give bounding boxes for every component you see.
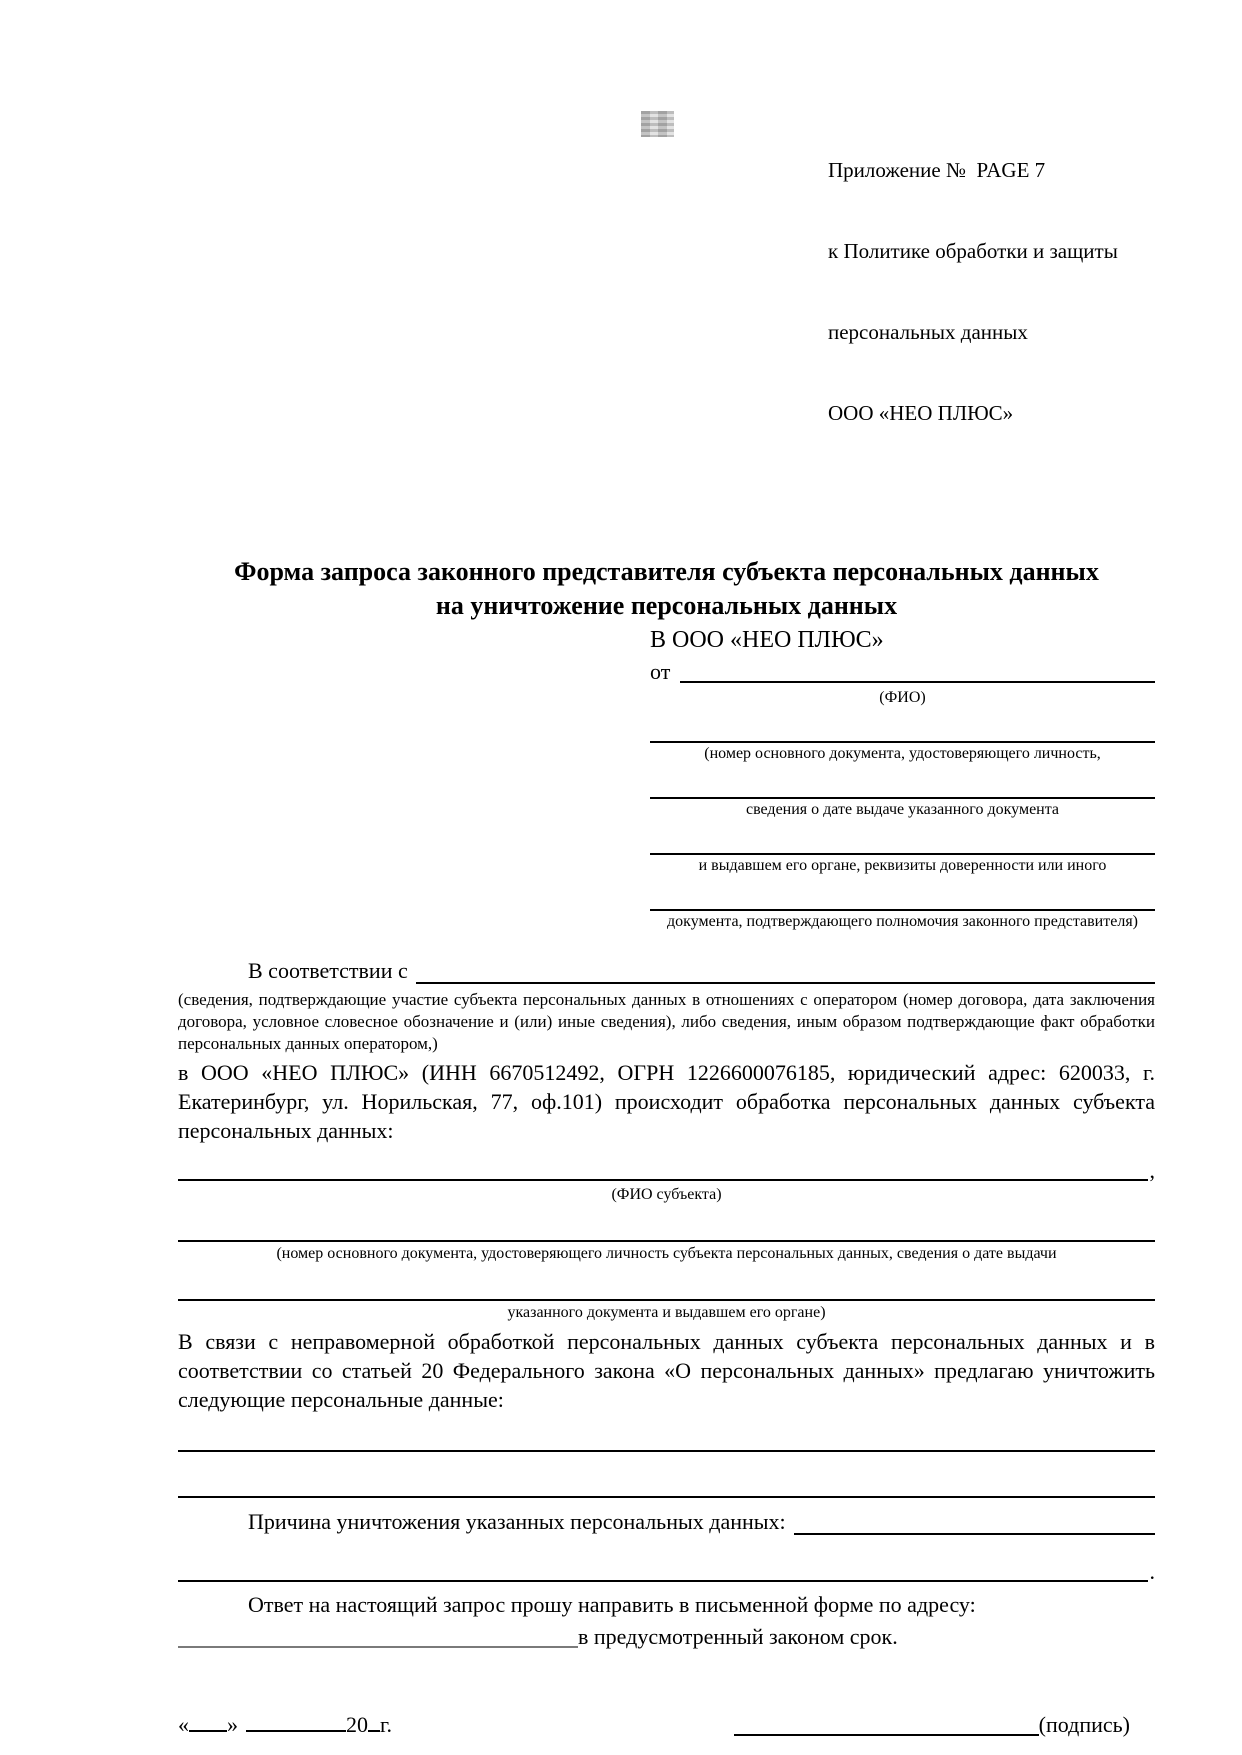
- signature-group: [734, 1710, 1130, 1740]
- subject-fio-caption: (ФИО субъекта): [611, 1186, 722, 1203]
- accordance-lead: В соответствии с: [248, 958, 408, 983]
- representative-doc-caption-4: документа, подтверждающего полномочия законного представителя): [667, 913, 1138, 930]
- form-title-line-1: Форма запроса законного представителя субъекта персональных данных: [234, 557, 1099, 586]
- signature-field-line[interactable]: [734, 1734, 1039, 1736]
- addressee-block: [650, 625, 1155, 933]
- date-month-field[interactable]: [246, 1710, 346, 1732]
- accordance-field-line[interactable]: [416, 955, 1155, 984]
- form-title: [178, 555, 1155, 623]
- footer-row: [178, 1710, 1155, 1740]
- data-to-destroy-field-line-1[interactable]: [178, 1450, 1155, 1452]
- date-day-field[interactable]: [189, 1710, 227, 1732]
- representative-doc-caption-3: и выдавшем его органе, реквизиты доверенности или иного: [698, 857, 1107, 874]
- accordance-row: [178, 955, 1155, 987]
- signature-caption: (подпись): [1038, 1712, 1130, 1737]
- accordance-note: (сведения, подтверждающие участие субъекта персональных данных в отношениях с оператором (номер договора, дата заключения договора, условное словесное обозначение и (или) иные сведения), либо сведения, иным образом подтверждающие факт обработки персональных данных оператором,): [178, 990, 1155, 1053]
- date-year-suffix: г.: [380, 1712, 393, 1737]
- representative-doc-caption-2: сведения о дате выдаче указанного документа: [745, 801, 1060, 818]
- appendix-number-line: Приложение № PAGE 7: [828, 158, 1046, 182]
- reason-lead: Причина уничтожения указанных персональных данных:: [248, 1509, 786, 1534]
- reason-field-line-1[interactable]: [794, 1506, 1155, 1535]
- date-group: [178, 1710, 392, 1740]
- policy-reference-line-2: персональных данных: [828, 320, 1028, 344]
- company-name-line: ООО «НЕО ПЛЮС»: [828, 401, 1014, 425]
- form-title-line-2: на уничтожение персональных данных: [435, 591, 898, 620]
- fio-caption: (ФИО): [879, 689, 926, 706]
- date-year-field[interactable]: [368, 1710, 380, 1732]
- data-to-destroy-field-line-2[interactable]: [178, 1496, 1155, 1498]
- operator-paragraph: в ООО «НЕО ПЛЮС» (ИНН 6670512492, ОГРН 1226600076185, юридический адрес: 620033, г. Екатеринбург, ул. Норильская, 77, оф.101) происходит обработка персональных данных субъекта персональных данных:: [178, 1060, 1155, 1143]
- date-open-quote: «: [178, 1712, 189, 1737]
- addressee-company: В ООО «НЕО ПЛЮС»: [650, 627, 884, 653]
- from-row: [650, 657, 1155, 687]
- embedded-object-icon: [641, 111, 674, 137]
- appendix-block: [828, 103, 1155, 481]
- date-close-quote: »: [227, 1712, 238, 1737]
- reason-continuation-row: [178, 1560, 1155, 1584]
- destroy-paragraph: В связи с неправомерной обработкой персональных данных субъекта персональных данных и в соответствии со статьей 20 Федерального закона «О персональных данных» предлагаю уничтожить следующие персональные данные:: [178, 1329, 1155, 1412]
- from-label: от: [650, 659, 671, 684]
- reason-row: [178, 1506, 1155, 1538]
- subject-doc-caption-2: указанного документа и выдавшем его органе): [507, 1304, 826, 1321]
- document-header: [178, 103, 1155, 481]
- subject-doc-caption-1: (номер основного документа, удостоверяющего личность субъекта персональных данных, сведения о дате выдачи: [276, 1245, 1057, 1262]
- subject-line-comma: ,: [1149, 1158, 1155, 1183]
- reply-address-field-line[interactable]: [178, 1622, 578, 1648]
- representative-doc-caption-1: (номер основного документа, удостоверяющего личность,: [704, 745, 1101, 762]
- date-year-prefix: 20: [346, 1712, 368, 1737]
- reply-address-row: [178, 1622, 1155, 1652]
- reason-line-period: .: [1149, 1559, 1155, 1584]
- representative-fio-field-line[interactable]: [680, 657, 1155, 683]
- subject-fio-field-line[interactable]: [178, 1159, 1148, 1181]
- subject-fio-row: [178, 1159, 1155, 1183]
- reason-field-line-2[interactable]: [178, 1560, 1148, 1582]
- reply-lead: Ответ на настоящий запрос прошу направить в письменной форме по адресу:: [248, 1592, 976, 1617]
- policy-reference-line-1: к Политике обработки и защиты: [828, 239, 1118, 263]
- reply-tail: в предусмотренный законом срок.: [578, 1624, 898, 1649]
